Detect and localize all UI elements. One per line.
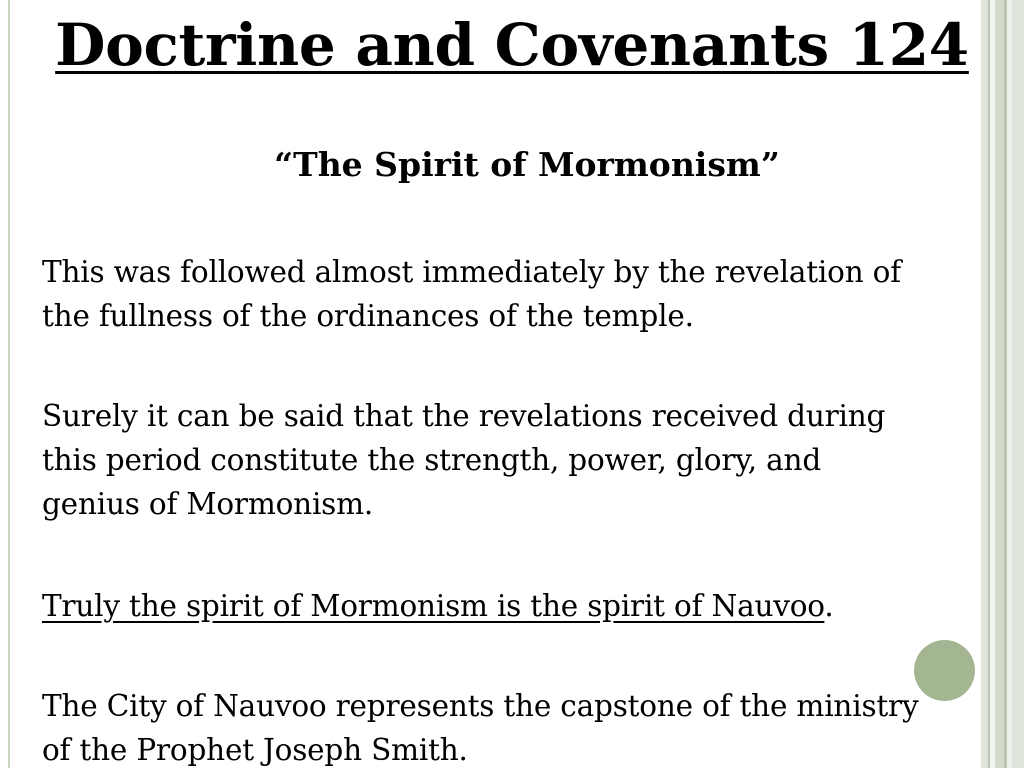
paragraph-line: genius of Mormonism. (42, 487, 374, 521)
decorative-circle (914, 640, 975, 701)
paragraph-line: This was followed almost immediately by the revelation of (42, 255, 901, 289)
paragraph-line: this period constitute the strength, power, glory, and (42, 443, 822, 477)
paragraph-city-of-nauvoo (42, 684, 1017, 768)
right-frame-stripes (981, 0, 1024, 768)
trailing-period: . (824, 589, 834, 623)
paragraph-line: The City of Nauvoo represents the capstone of the ministry (42, 689, 919, 723)
slide-subtitle: “The Spirit of Mormonism” (274, 145, 780, 184)
paragraph-temple (42, 250, 1017, 338)
slide-title (0, 6, 1024, 84)
frame-stripe (1012, 0, 1024, 768)
paragraph-line: the fullness of the ordinances of the temple. (42, 299, 694, 333)
frame-stripe (981, 0, 988, 768)
paragraph-nauvoo-spirit (42, 584, 1017, 628)
slide-title-text: Doctrine and Covenants 124 (55, 11, 969, 79)
underlined-statement: Truly the spirit of Mormonism is the spirit of Nauvoo (42, 589, 825, 623)
paragraph-line: Surely it can be said that the revelations received during (42, 399, 886, 433)
paragraph-line: of the Prophet Joseph Smith. (42, 733, 468, 767)
left-frame-line (8, 0, 10, 768)
paragraph-revelations (42, 394, 1017, 526)
frame-stripe (995, 0, 1004, 768)
